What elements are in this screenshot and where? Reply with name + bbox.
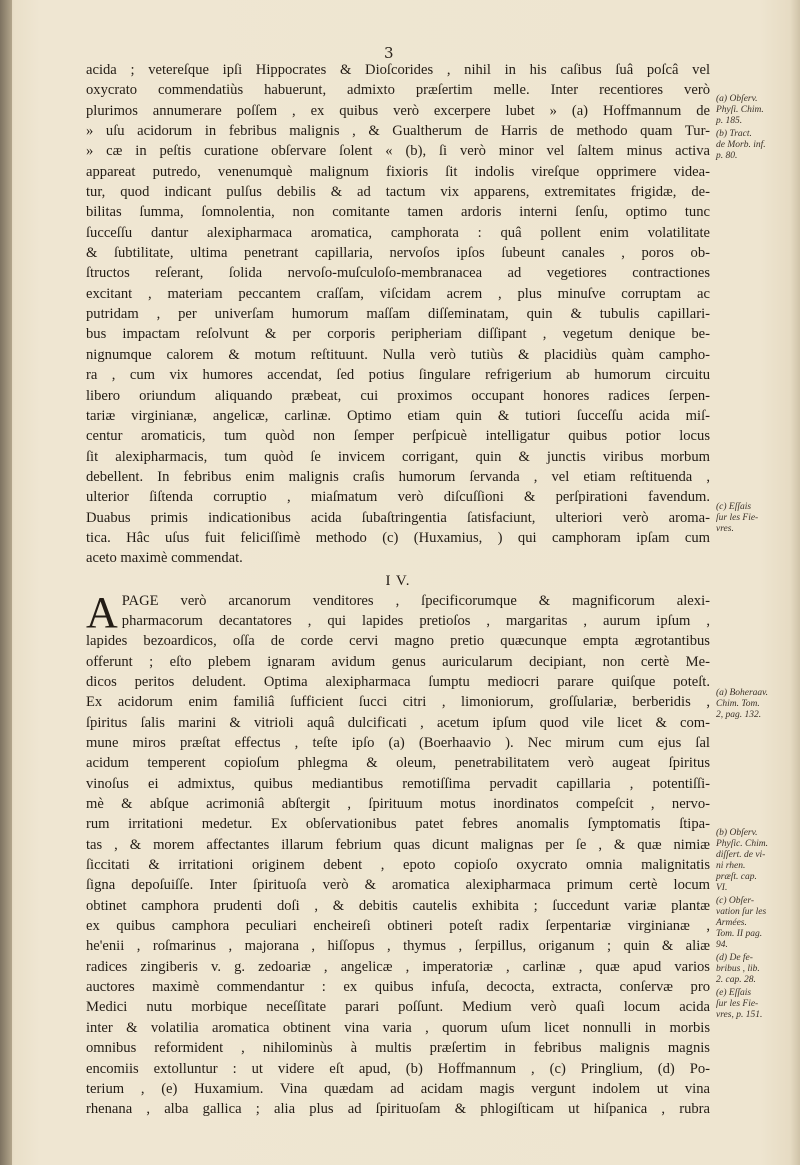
text-line: terium , (e) Huxamium. Vina quædam ad acidam magis vergunt indolem ut vina xyxy=(86,1080,710,1097)
main-text xyxy=(86,60,710,1120)
text-line: ſigna depoſuiſſe. Inter ſpirituoſa verò & aromatica alexipharmaca primum certè locum xyxy=(86,877,710,894)
text-line: obtinet camphora prudenti doſi , & debitis cautelis exhibita ; ſuccedunt variæ plantæ xyxy=(86,897,710,914)
page-number: 3 xyxy=(384,44,394,62)
paragraph-1 xyxy=(86,60,710,569)
margin-note-line: (d) De fe- xyxy=(716,953,753,963)
text-line: centur aromaticis, tum quòd non ſemper perſpicuè intelligatur quibus potior locus xyxy=(86,428,710,445)
margin-note xyxy=(716,94,792,127)
text-line: ſit alexipharmacis, tum quòd ſe invicem corrigant, quin & junctis viribus morbum xyxy=(86,448,710,465)
text-line: tariæ virginianæ, angelicæ, carlinæ. Optimo etiam quin & tutiori ſucceſſu acida miſ- xyxy=(86,407,710,424)
margin-note-line: diſſert. de vi- xyxy=(716,850,766,860)
text-line: plurimos annumerare poſſem , ex quibus verò excerpere lubet » (a) Hoffmannum de xyxy=(86,102,710,119)
margin-notes-top xyxy=(716,94,792,164)
margin-note-line: vres. xyxy=(716,524,734,534)
margin-note xyxy=(716,953,792,986)
text-line: ex quibus camphora peculiari encheireſi obtineri poteſt radix ſerpentariæ virginianæ , xyxy=(86,918,710,935)
margin-note xyxy=(716,688,792,721)
margin-note-line: Armées. xyxy=(716,918,747,928)
margin-note-line: 2, pag. 132. xyxy=(716,710,762,720)
margin-note-line: ſur les Fie- xyxy=(716,513,759,523)
margin-note-line: (e) Eſſais xyxy=(716,988,752,998)
margin-note-line: p. 80. xyxy=(716,151,738,161)
text-line: mè & abſque acrimoniâ abſtergit , ſpirituum motus inordinatos compeſcit , nervo- xyxy=(86,796,710,813)
margin-note-line: (b) Obſerv. xyxy=(716,828,758,838)
margin-note xyxy=(716,988,792,1021)
text-line: ſtructos reſerant, ſolida nervoſo-muſculoſo-membranacea ad vegetiores contractiones xyxy=(86,265,710,282)
text-line: bus impactam reſolvunt & per corporis peripheriam diſſipant , vegetum denique be- xyxy=(86,326,710,343)
margin-note-line: VI. xyxy=(716,883,728,893)
text-line: dicos peritos deludent. Optima alexipharmaca ſumptu mediocri parare quiſque poteſt. xyxy=(86,673,710,690)
margin-note-line: ſur les Fie- xyxy=(716,999,759,1009)
text-line: & ſubtilitate, ultima penetrant capillaria, nervoſos ipſos ſubeunt canales , poros ob- xyxy=(86,245,710,262)
text-line: bilitas ſumma, ſomnolentia, non comitante tamen ardoris interni ſenſu, optimo tunc xyxy=(86,204,710,221)
drop-capital: A xyxy=(86,590,118,632)
text-line: encomiis extolluntur : ut videre eſt apud, (b) Hoffmannum , (c) Pringlium, (d) Po- xyxy=(86,1060,710,1077)
section-heading: I V. xyxy=(385,572,411,589)
margin-note xyxy=(716,129,792,162)
text-line: rum irritationi medetur. Ex obſervationibus patet febres anomalis ſymptomatis ſtipa- xyxy=(86,816,710,833)
margin-note-line: 94. xyxy=(716,940,728,950)
text-line: excitant , materiam peccantem craſſam, viſcidam acrem , plus minuſve corruptam ac xyxy=(86,285,710,302)
text-line: omnibus reformident , nihilominùs à multis præſertim in febribus malignis magnis xyxy=(86,1040,710,1057)
text-line: acidum temperent copioſum phlegma & oleum, penetrabilitatem verò augeat ſpiritus xyxy=(86,755,710,772)
text-line: putridam , per univerſam humorum maſſam diſſeminatam, quin & tubulis capillari- xyxy=(86,306,710,323)
text-line: ſiccitati & irritationi originem debent , epoto copioſo oxycrato omnia malignitatis xyxy=(86,857,710,874)
text-line: ulterior ſiſtenda corruptio , miaſmatum verò diſcuſſioni & perſpirationi favendum. xyxy=(86,489,710,506)
margin-note-line: (c) Eſſais xyxy=(716,502,752,512)
text-line: PAGE verò arcanorum venditores , ſpecificorumque & magnificorum alexi- xyxy=(121,592,710,609)
text-line: ra , cum vix humores accendat, ſed potius ſingulare refrigerium ab humorum circuitu xyxy=(86,367,710,384)
margin-notes-lower xyxy=(716,688,792,723)
text-line: ſucceſſu dantur alexipharmaca aromatica, camphorata : quâ pollent enim volatilitate xyxy=(86,224,710,241)
margin-note-line: p. 185. xyxy=(716,116,743,126)
text-line: ſpiritus ſalis marini & vitrioli aquâ dulcificati , acetum ipſum quod vile licet & com- xyxy=(86,714,710,731)
text-line: tur, quod indicant pulſus debilis & ad tactum vix apparens, extremitates frigidæ, de- xyxy=(86,184,710,201)
binding-gutter xyxy=(0,0,12,1165)
text-line: Duabus primis indicationibus acida ſubaſtringentia ſatisfaciunt, ulteriori verò aroma- xyxy=(86,509,710,526)
text-line: acida ; vetereſque ipſi Hippocrates & Dioſcorides , nihil in his caſibus ſuâ poſcâ vel xyxy=(86,62,710,78)
text-line: oxycrato commendatiùs habuerunt, admixto præſertim melle. Inter recentiores verò xyxy=(86,82,710,99)
text-line: tas , & morem affectantes illarum febrium quas dicunt malignas per ſe , & quæ nimiæ xyxy=(86,836,710,853)
text-line: he'enii , roſmarinus , majorana , hiſſopus , thymus , ſerpillus, origanum ; quin & aliæ xyxy=(86,938,710,955)
margin-note-line: vres, p. 151. xyxy=(716,1010,763,1020)
margin-note-line: 2. cap. 28. xyxy=(716,975,756,985)
text-line: radices zingiberis v. g. zedoariæ , angelicæ , imperatoriæ , carlinæ , quæ apud varios xyxy=(86,958,710,975)
text-line: aceto maximè commendat. xyxy=(86,550,243,567)
text-line: lapides bezoardicos, oſſa de corde cervi magno pretio quæcunque empta ægrotantibus xyxy=(86,633,710,650)
margin-note-line: præſt. cap. xyxy=(716,872,757,882)
text-line: nignumque calorem & motum reſtituunt. Nulla verò tutiùs & placidiùs quàm campho- xyxy=(86,346,710,363)
margin-note-line: de Morb. inf. xyxy=(716,140,766,150)
text-line: Medici nutu morbique neceſſitate parari poſſunt. Medium verò quaſi locum acida xyxy=(86,999,710,1016)
margin-note-line: (c) Obſer- xyxy=(716,896,755,906)
text-line: » cæ in peſtis curatione obſervare ſolent « (b), ſi verò minor vel ſaltem minus activa xyxy=(86,143,710,160)
text-line: inter & volatilia aromatica obtinent vina varia , quorum uſum licet nonnulli in morbis xyxy=(86,1019,710,1036)
margin-note-line: Tom. II pag. xyxy=(716,929,763,939)
margin-note xyxy=(716,828,792,894)
margin-note-line: (a) Obſerv. xyxy=(716,94,758,104)
margin-note xyxy=(716,896,792,951)
paragraph-2 xyxy=(86,631,710,1119)
text-line: auctores maximè commendantur : ex quibus infuſa, decocta, extracta, conſervæ pro xyxy=(86,979,710,996)
text-line: pharmacorum decantatores , qui lapides pretioſos , margaritas , aurum ipſum , xyxy=(121,612,710,629)
margin-note-line: (b) Tract. xyxy=(716,129,752,139)
margin-notes-bottom xyxy=(716,828,792,1023)
text-line: mune miros præſtat effectus , teſte ipſo (a) (Boerhaavio ). Nec mirum cum ejus ſal xyxy=(86,735,710,751)
margin-note-line: Chim. Tom. xyxy=(716,699,760,709)
text-line: rhenana , alba gallica ; alia plus ad ſpirituoſam & phlogiſticam ut hiſpanica , rubra xyxy=(86,1101,710,1118)
margin-note-line: ni rhen. xyxy=(716,861,746,871)
margin-note xyxy=(716,502,792,535)
text-line: offerunt ; eſto plebem ignaram avidum genus auricularum decipiant, non certè Me- xyxy=(86,653,710,670)
text-line: » uſu acidorum in febribus malignis , & Gualtherum de Harris de methodo quam Tur- xyxy=(86,123,710,140)
text-line: vinoſus ei admixtus, quibus mediantibus remotiſſima pervadit capillaria , potentiſſi- xyxy=(86,775,710,792)
text-line: libero oriundum aliquando præbeat, cui proximos occupant honores radices ſerpen- xyxy=(86,387,710,404)
margin-note-line: vation ſur les xyxy=(716,907,767,917)
text-line: debellent. In febribus enim malignis craſis humorum ſervanda , vel etiam reſtituenda , xyxy=(86,468,710,485)
text-line: tica. Hâc uſus fuit feliciſſimè methodo (c) (Huxamius, ) qui camphoram ipſam cum xyxy=(86,529,710,546)
margin-note-line: (a) Boheraav. xyxy=(716,688,769,698)
margin-note-line: Phyſic. Chim. xyxy=(716,839,768,849)
paragraph-2-opening xyxy=(86,591,710,632)
text-line: appareat putredo, venenumquè malignum fixioris ſit indolis vireſque opprimere videa- xyxy=(86,163,710,180)
margin-note-line: bribus , lib. xyxy=(716,964,760,974)
margin-note-line: Phyſi. Chim. xyxy=(716,105,764,115)
margin-notes-middle xyxy=(716,502,792,537)
text-line: Ex acidorum enim familiâ ſufficient ſucci citri , limoniorum, groſſulariæ, berberidis , xyxy=(86,694,710,711)
